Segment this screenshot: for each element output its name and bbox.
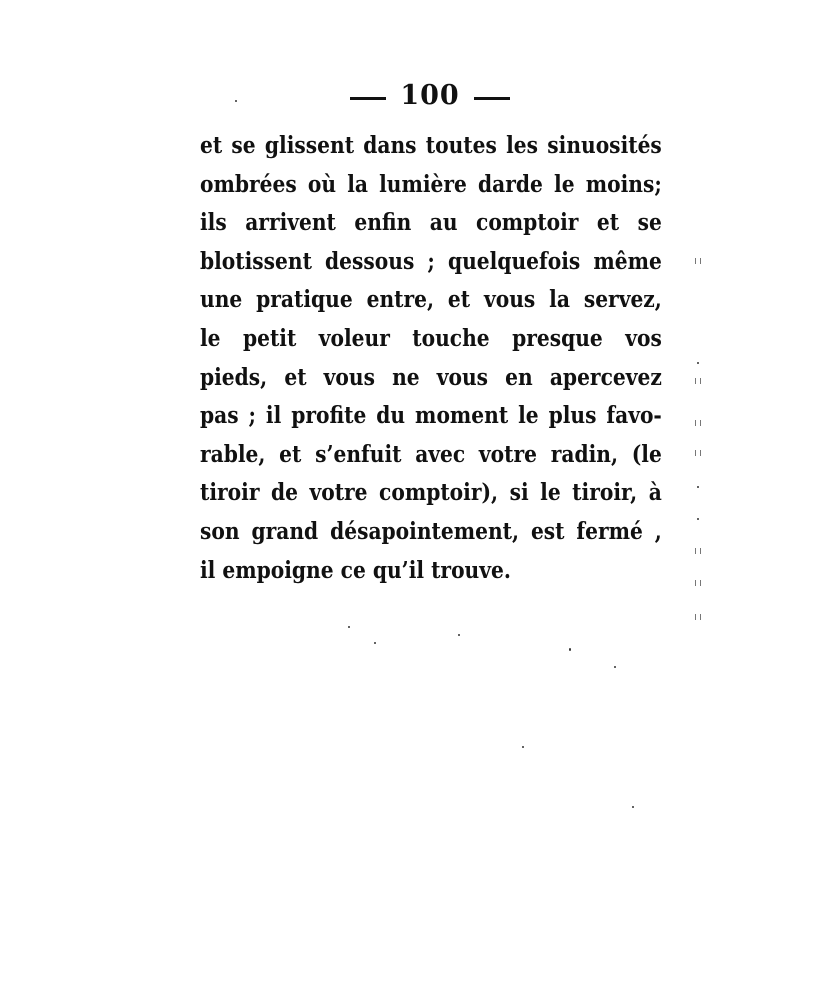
page-header	[200, 78, 660, 114]
text-line: blotissent dessous ; quelquefois même	[200, 246, 662, 275]
margin-mark	[695, 420, 701, 426]
page-number: 100	[400, 80, 460, 111]
text-line: rable, et s’enfuit avec votre radin, (le	[200, 439, 662, 468]
text-line: il empoigne ce qu’il trouve.	[200, 555, 511, 584]
text-line: le petit voleur touche presque vos	[200, 323, 662, 352]
text-line: une pratique entre, et vous la servez,	[200, 285, 662, 314]
scan-speck	[235, 100, 237, 102]
scan-speck	[697, 362, 699, 364]
text-line: ils arrivent enfin au comptoir et se	[200, 208, 662, 237]
margin-mark	[695, 378, 701, 384]
scan-speck	[522, 746, 524, 748]
text-line: pieds, et vous ne vous en apercevez	[200, 362, 662, 391]
scan-speck	[348, 626, 350, 628]
scan-speck	[614, 666, 616, 668]
header-dash-left	[350, 97, 386, 100]
text-line: son grand désapointement, est fermé ,	[200, 516, 662, 545]
margin-mark	[695, 580, 701, 586]
text-line: tiroir de votre comptoir), si le tiroir, à	[200, 478, 662, 507]
scan-speck	[458, 634, 460, 636]
scan-speck	[632, 806, 634, 808]
text-line: ombrées où la lumière darde le moins;	[200, 169, 662, 198]
scan-speck	[569, 648, 571, 651]
text-line: pas ; il profite du moment le plus favo-	[200, 401, 662, 430]
text-line: et se glissent dans toutes les sinuosités	[200, 131, 662, 159]
scan-speck	[374, 642, 376, 644]
margin-mark	[695, 614, 701, 620]
header-dash-right	[474, 97, 510, 100]
margin-mark	[695, 548, 701, 554]
body-text	[200, 126, 662, 589]
scan-speck	[697, 486, 699, 488]
scan-speck	[697, 518, 699, 520]
margin-mark	[695, 258, 701, 264]
margin-mark	[695, 450, 701, 456]
